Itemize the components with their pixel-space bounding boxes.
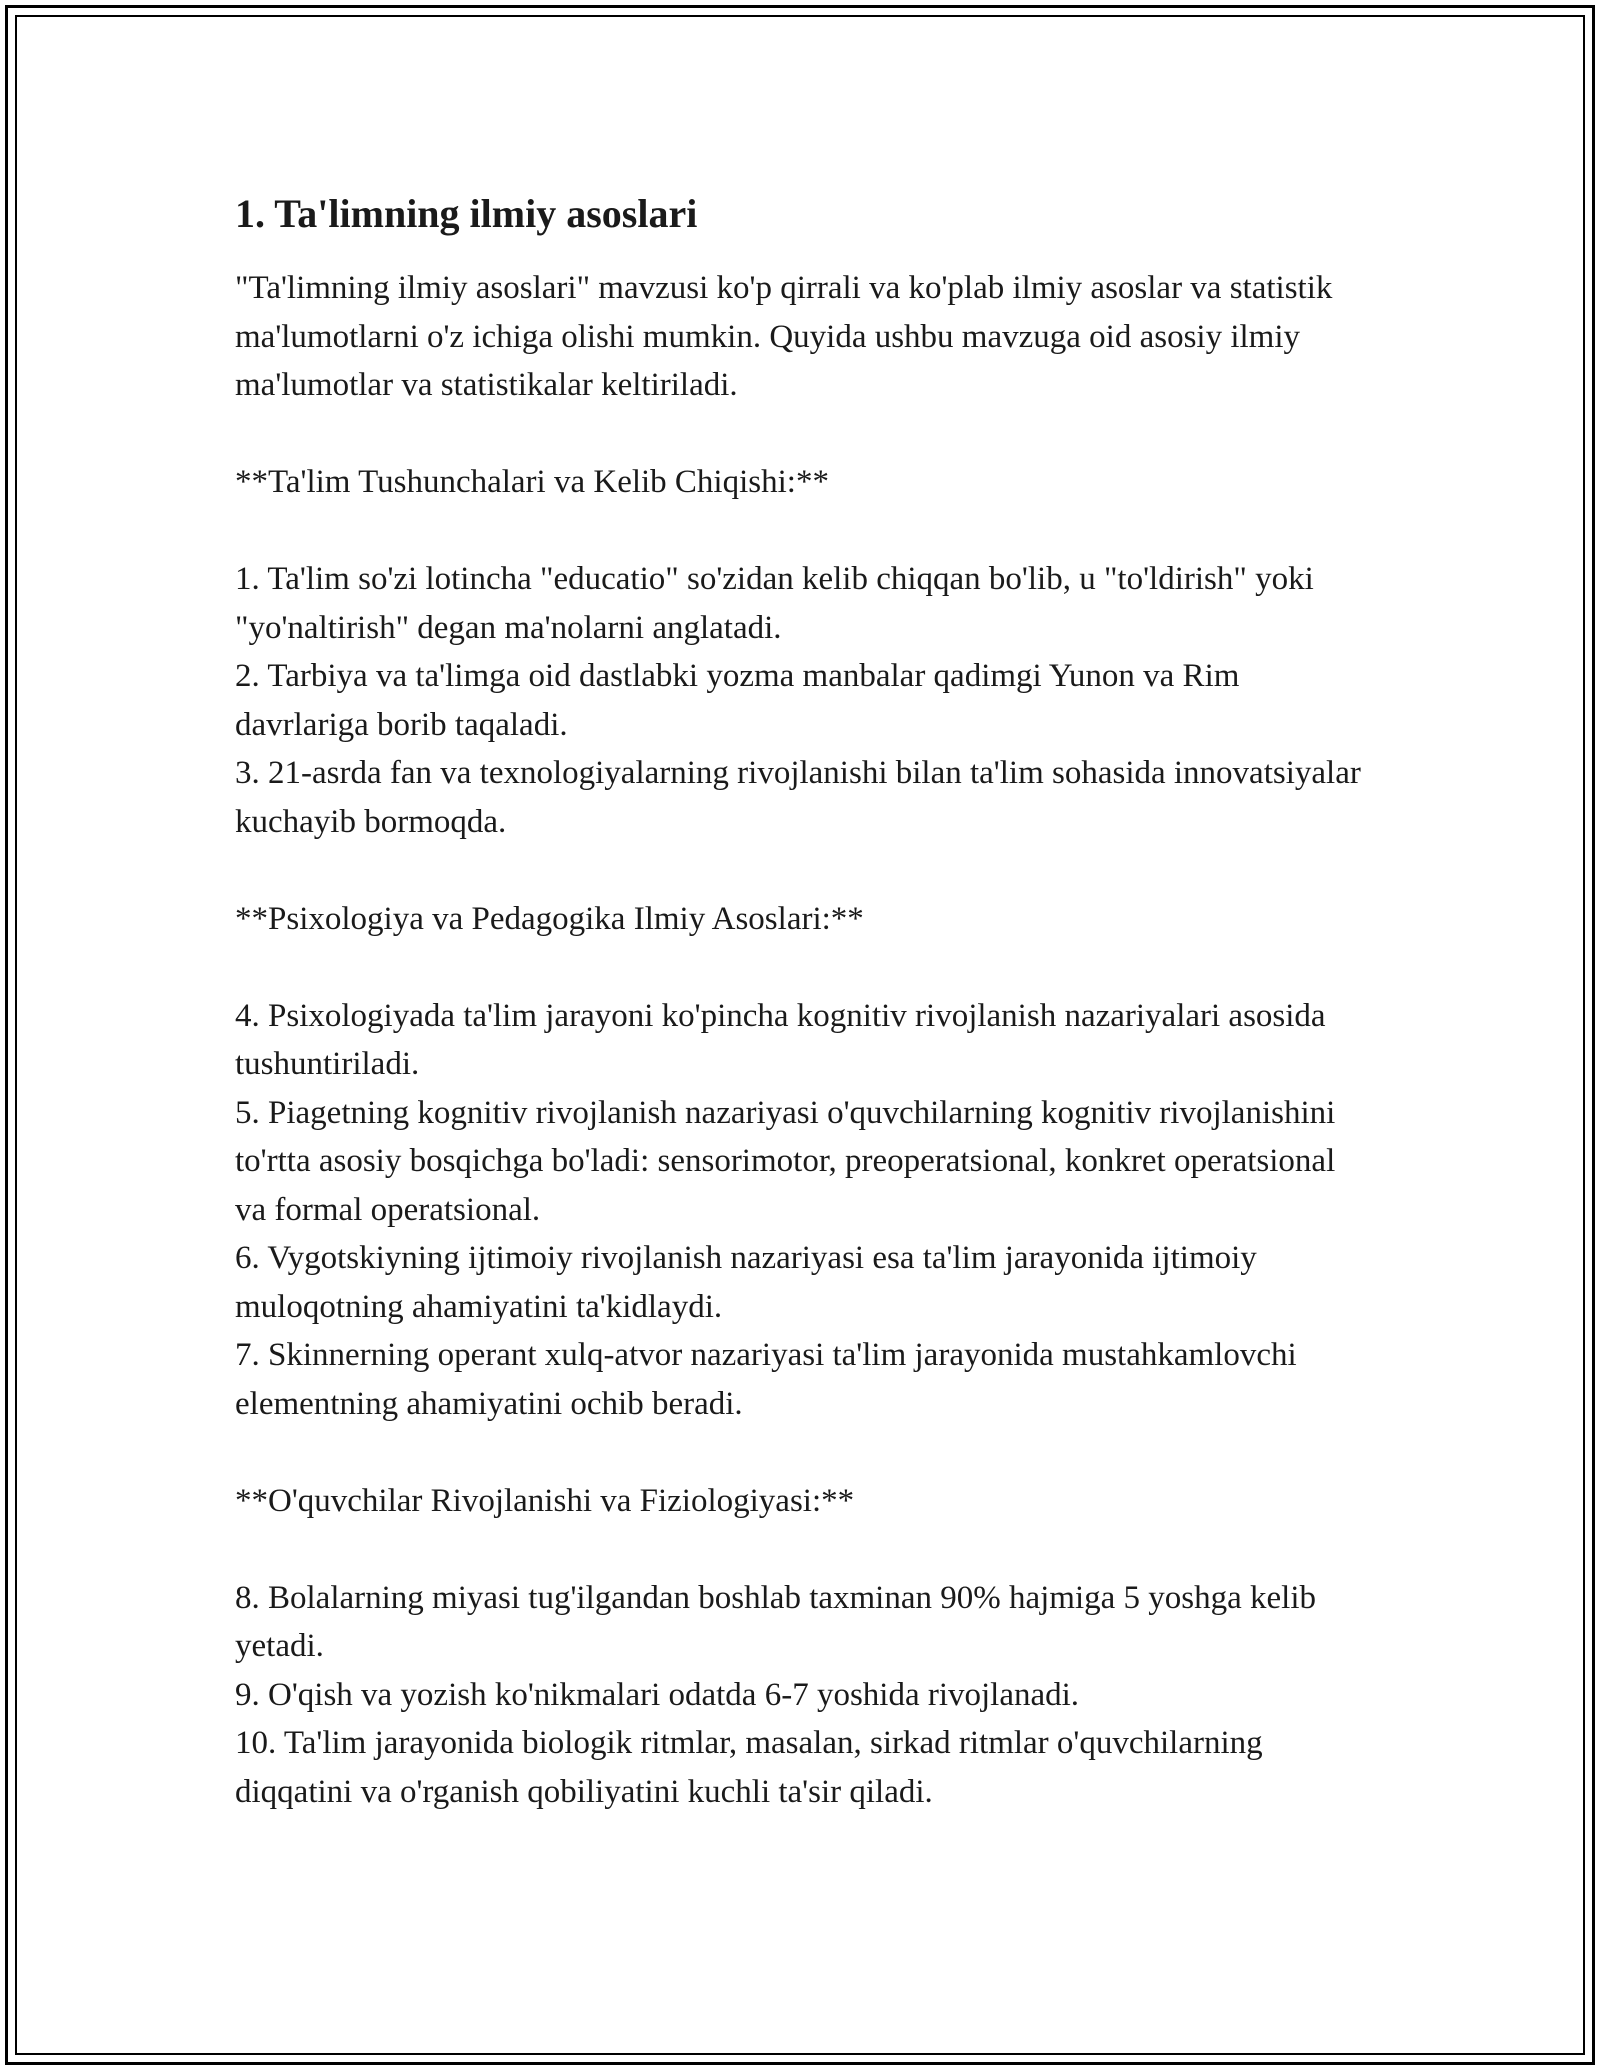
section-heading: **O'quvchilar Rivojlanishi va Fiziologiyasi:** <box>235 1482 855 1519</box>
list-item: 5. Piagetning kognitiv rivojlanish nazariyasi o'quvchilarning kognitiv rivojlanishini to'rtta asosiy bosqichga bo'ladi: sensorimotor, preoperatsional, konkret operatsional va formal operatsional. <box>235 1094 1336 1228</box>
spacer <box>235 507 1370 556</box>
list-item: 8. Bolalarning miyasi tug'ilgandan boshlab taxminan 90% hajmiga 5 yoshga kelib yetadi. <box>235 1579 1317 1664</box>
spacer <box>235 846 1370 895</box>
section-heading: **Ta'lim Tushunchalari va Kelib Chiqishi:** <box>235 464 829 500</box>
spacer <box>235 1428 1370 1477</box>
list-item: 2. Tarbiya va ta'limga oid dastlabki yozma manbalar qadimgi Yunon va Rim davrlariga borib taqaladi. <box>235 658 1240 743</box>
intro-paragraph: "Ta'limning ilmiy asoslari" mavzusi ko'p qirrali va ko'plab ilmiy asoslar va statistik ma'lumotlarni o'z ichiga olishi mumkin. Quyida ushbu mavzuga oid asosiy ilmiy ma'lumotlar va statistikalar keltiriladi. <box>235 270 1333 403</box>
page-title: 1. Ta'limning ilmiy asoslari <box>235 191 698 236</box>
list-item: 6. Vygotskiyning ijtimoiy rivojlanish nazariyasi esa ta'lim jarayonida ijtimoiy muloqotning ahamiyatini ta'kidlaydi. <box>235 1240 1257 1325</box>
list-item: 9. O'qish va yozish ko'nikmalari odatda 6-7 yoshida rivojlanadi. <box>235 1676 1080 1713</box>
section-heading: **Psixologiya va Pedagogika Ilmiy Asoslari:** <box>235 900 864 937</box>
list-item: 10. Ta'lim jarayonida biologik ritmlar, masalan, sirkad ritmlar o'quvchilarning diqqatini va o'rganish qobiliyatini kuchli ta'sir qiladi. <box>235 1725 1263 1810</box>
list-item: 1. Ta'lim so'zi lotincha "educatio" so'zidan kelib chiqqan bo'lib, u "to'ldirish" yoki "yo'naltirish" degan ma'nolarni anglatadi. <box>235 561 1314 646</box>
spacer <box>235 410 1370 459</box>
list-item: 4. Psixologiyada ta'lim jarayoni ko'pincha kognitiv rivojlanish nazariyalari asosida tushuntiriladi. <box>235 997 1326 1082</box>
spacer <box>235 1525 1370 1574</box>
document-body <box>235 186 1370 1816</box>
list-item: 7. Skinnerning operant xulq-atvor nazariyasi ta'lim jarayonida mustahkamlovchi elementning ahamiyatini ochib beradi. <box>235 1337 1297 1422</box>
list-item: 3. 21-asrda fan va texnologiyalarning rivojlanishi bilan ta'lim sohasida innovatsiyalar kuchayib bormoqda. <box>235 755 1361 840</box>
spacer <box>235 943 1370 992</box>
